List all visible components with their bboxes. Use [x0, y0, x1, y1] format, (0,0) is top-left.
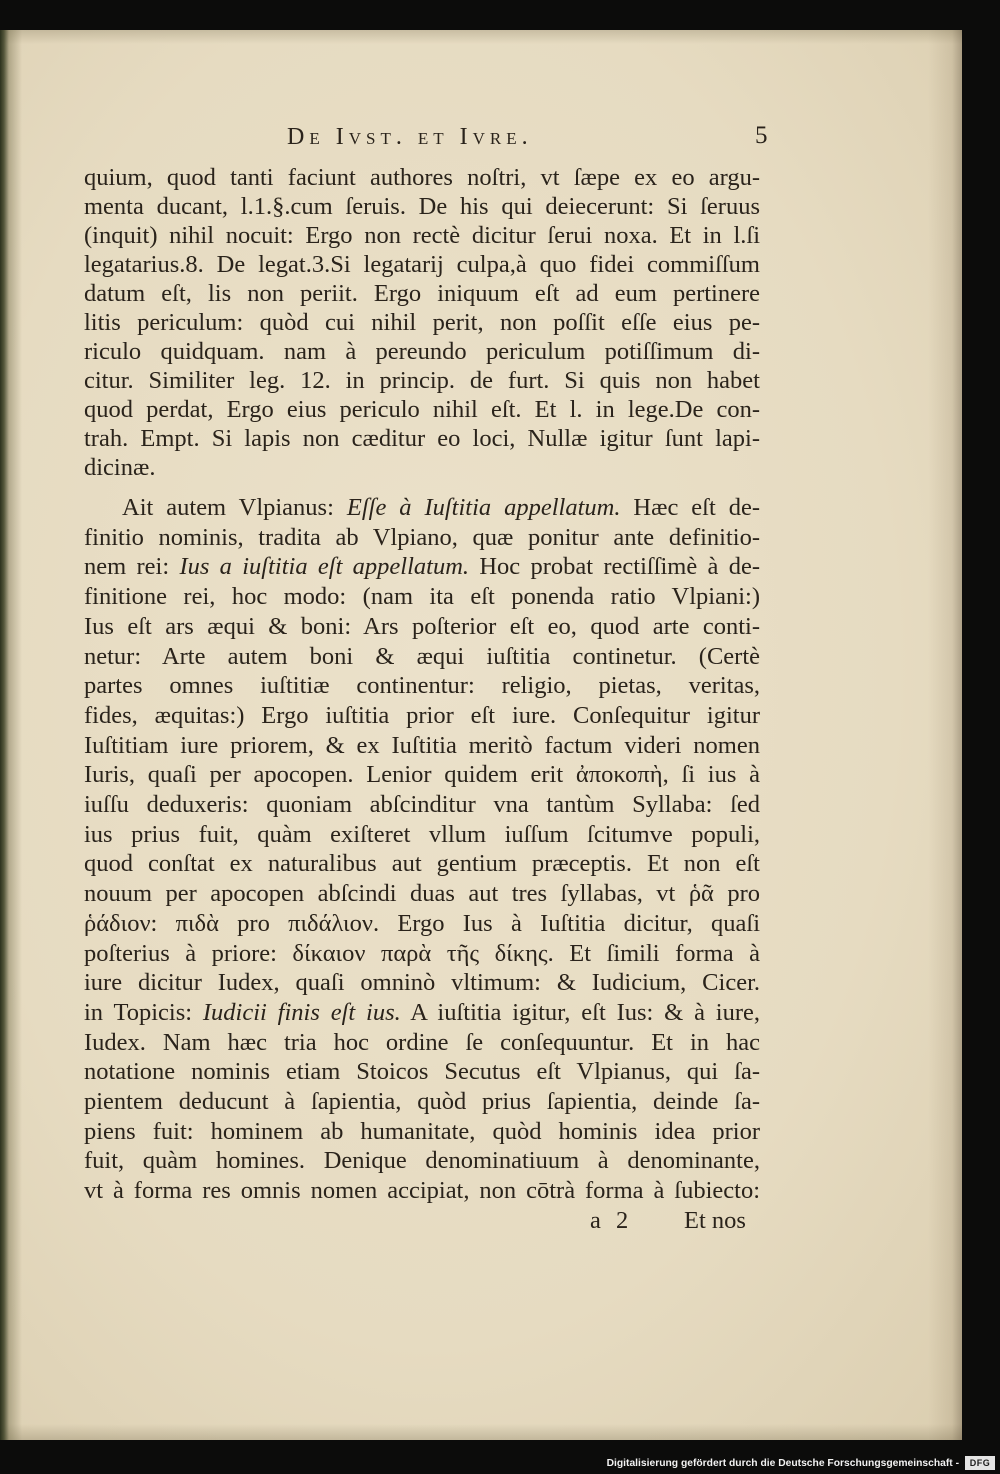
italic-quotation: Iudicii finis eſt ius.: [202, 998, 401, 1026]
running-head: De Ivst. et Ivre.: [287, 124, 533, 150]
text-line: legatarius.8. De legat.3.Si legatarij culpa,à quo fidei commiſſum: [84, 251, 760, 278]
text-line: citur. Similiter leg. 12. in princip. de furt. Si quis non habet: [84, 367, 760, 394]
text-line: finitio nominis, tradita ab Vlpiano, quæ ponitur ante definitio-: [84, 523, 760, 551]
text-line: Iudex. Nam hæc tria hoc ordine ſe conſequuntur. Et in hac: [84, 1028, 760, 1056]
text-line: menta ducant, l.1.§.cum ſeruis. De his qui deiecerunt: Si ſeruus: [84, 193, 760, 220]
text-line: partes omnes iuſtitiæ continentur: religio, pietas, veritas,: [84, 672, 760, 700]
text-line: iuſſu deduxeris: quoniam abſcinditur vna tantùm Syllaba: ſed: [84, 791, 760, 819]
text-line: datum eſt, lis non periit. Ergo iniquum eſt ad eum pertinere: [84, 280, 760, 307]
page-number: 5: [755, 122, 768, 149]
text-line: Ius eſt ars æqui & boni: Ars poſterior eſt eo, quod arte conti-: [84, 612, 760, 640]
text-line: piens fuit: hominem ab humanitate, quòd hominis idea prior: [84, 1117, 760, 1145]
text-line: fuit, quàm homines. Denique denominatiuum à denominante,: [84, 1147, 760, 1175]
text-line: dicinæ.: [84, 454, 156, 481]
text-line: iure dicitur Iudex, quaſi omninò vltimum: & Iudicium, Cicer.: [84, 969, 760, 997]
text-segment: nem rei:: [84, 553, 180, 581]
book-page: [0, 30, 962, 1440]
paragraph: [84, 493, 760, 1206]
catchword-line: [0, 1206, 962, 1236]
text-segment: Hæc eſt de-: [620, 494, 760, 521]
text-line: quod perdat, Ergo eius periculo nihil eſt. Et l. in lege.De con-: [84, 396, 760, 423]
text-line: [84, 493, 760, 523]
text-line: ius prius fuit, quàm exiſteret vllum iuſſum ſcitumve populi,: [84, 820, 760, 848]
text-line: [84, 552, 760, 582]
text-line: riculo quidquam. nam à pereundo periculum potiſſimum di-: [84, 338, 760, 365]
funding-credit: Digitalisierung gefördert durch die Deutsche Forschungsgemeinschaft -: [606, 1457, 959, 1469]
dfg-logo: DFG: [965, 1456, 995, 1470]
text-line: ῥάδιον: πιδὰ pro πιδάλιον. Ergo Ius à Iuſtitia dicitur, quaſi: [84, 909, 760, 937]
text-line: netur: Arte autem boni & æqui iuſtitia continetur. (Certè: [84, 642, 760, 670]
text-line: vt à forma res omnis nomen accipiat, non cōtrà forma à ſubiecto:: [84, 1177, 760, 1205]
catchword: Et nos: [684, 1207, 746, 1234]
text-line: Iuſtitiam iure priorem, & ex Iuſtitia meritò factum videri nomen: [84, 731, 760, 759]
text-line: quod conſtat ex naturalibus aut gentium præceptis. Et non eſt: [84, 850, 760, 878]
text-line: litis periculum: quòd cui nihil perit, non poſſit eſſe eius pe-: [84, 309, 760, 336]
text-line: trah. Empt. Si lapis non cæditur eo loci, Nullæ igitur ſunt lapi-: [84, 425, 760, 452]
text-segment: A iuſtitia igitur, eſt Ius: & à iure,: [400, 998, 760, 1026]
text-line: fides, æquitas:) Ergo iuſtitia prior eſt iure. Conſequitur igitur: [84, 701, 760, 729]
text-line: [84, 998, 760, 1028]
text-segment: Ait autem Vlpianus:: [122, 494, 347, 521]
text-line: quium, quod tanti faciunt authores noſtri, vt ſæpe ex eo argu-: [84, 164, 760, 191]
text-line: finitione rei, hoc modo: (nam ita eſt ponenda ratio Vlpiani:): [84, 583, 760, 611]
signature-mark: a 2: [590, 1207, 629, 1234]
text-line: poſterius à priore: δίκαιον παρὰ τῆς δίκης. Et ſimili forma à: [84, 939, 760, 967]
text-line: Iuris, quaſi per apocopen. Lenior quidem erit ἀποκοπὴ, ſi ius à: [84, 761, 760, 789]
text-segment: Hoc probat rectiſſimè à de-: [469, 553, 761, 581]
text-line: notatione nominis etiam Stoicos Secutus eſt Vlpianus, qui ſa-: [84, 1058, 760, 1086]
text-line: nouum per apocopen abſcindi duas aut tres ſyllabas, vt ῥᾶ pro: [84, 880, 760, 908]
paragraph: [84, 163, 760, 482]
text-line: (inquit) nihil nocuit: Ergo non rectè dicitur ſerui noxa. Et in l.ſi: [84, 222, 760, 249]
italic-quotation: Ius a iuſtitia eſt appellatum.: [179, 553, 470, 581]
digitization-footer: [607, 1455, 995, 1471]
text-segment: in Topicis:: [84, 998, 203, 1026]
italic-quotation: Eſſe à Iuſtitia appellatum.: [346, 494, 621, 521]
text-line: pientem deducunt à ſapientia, quòd prius ſapientia, deinde ſa-: [84, 1088, 760, 1116]
